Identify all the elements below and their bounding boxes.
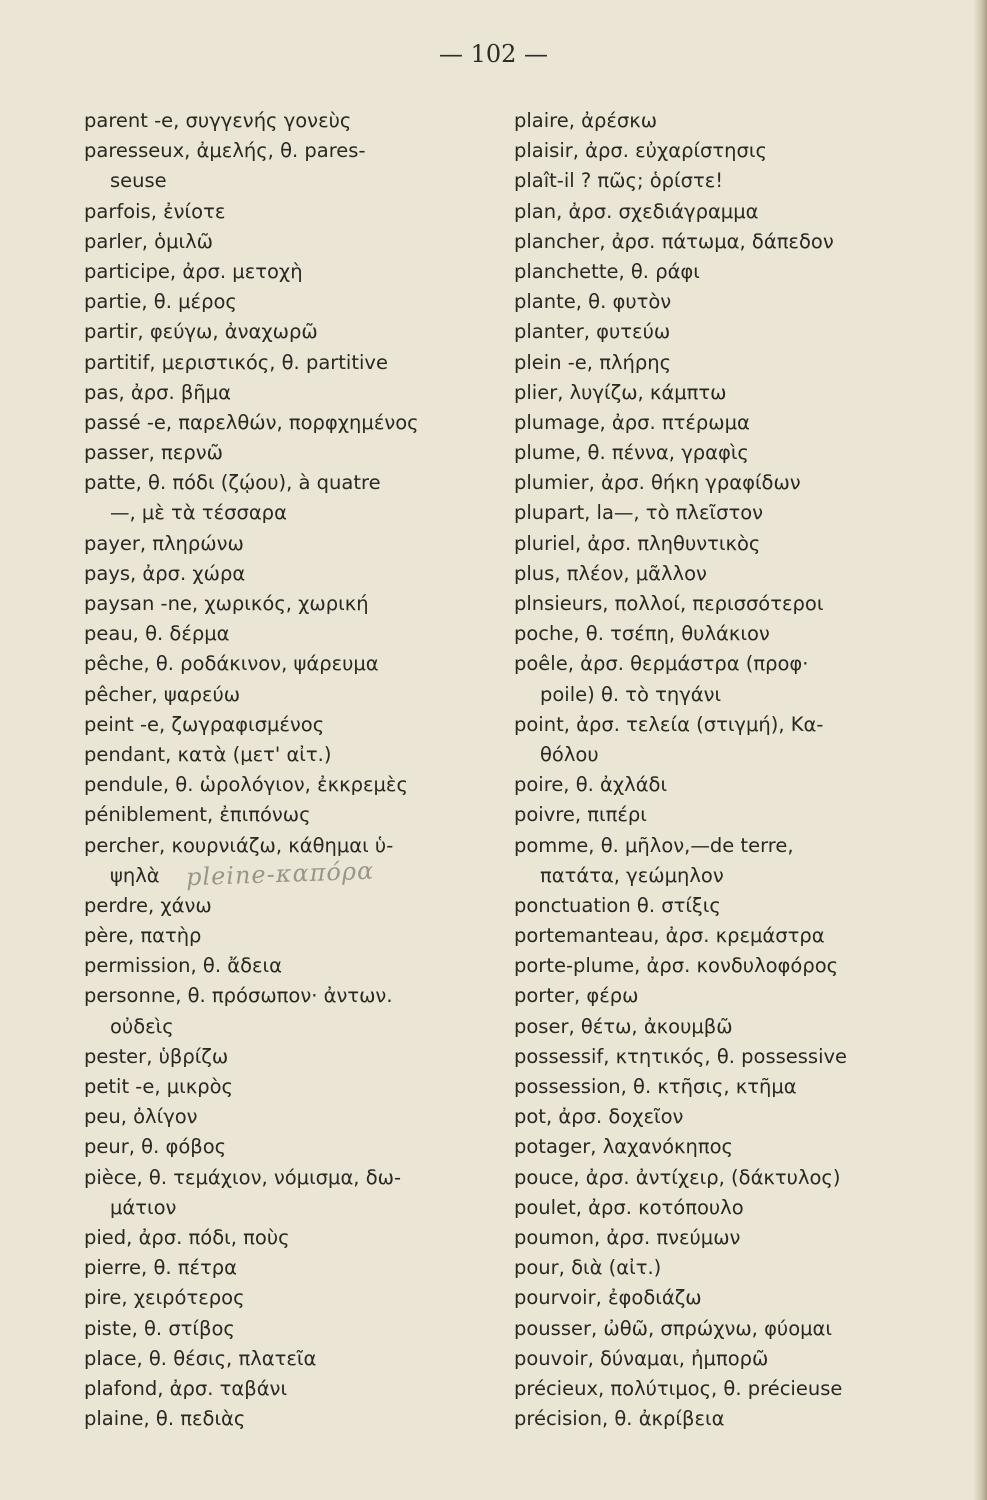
dictionary-entry-line: pas, ἀρσ. βῆμα — [84, 380, 231, 404]
dictionary-entry-line: piste, θ. στίβος — [84, 1316, 235, 1340]
dictionary-entry-line: pierre, θ. πέτρα — [84, 1256, 238, 1280]
dictionary-entry-line: potager, λαχανόκηπος — [514, 1135, 733, 1159]
dictionary-entry-line: poulet, ἀρσ. κοτόπουλο — [514, 1195, 744, 1219]
dictionary-entry-line: partir, φεύγω, ἀναχωρῶ — [84, 320, 318, 344]
page-edge-shadow — [973, 0, 987, 1500]
dictionary-entry-line: seuse — [110, 169, 167, 193]
dictionary-entry-line: paresseux, ἀμελής, θ. pares- — [84, 139, 366, 163]
dictionary-entry-line: pêcher, ψαρεύω — [84, 682, 241, 706]
dictionary-entry-line: ponctuation θ. στίξις — [514, 893, 721, 917]
dictionary-entry-line: poêle, ἀρσ. θερμάστρα (προφ· — [514, 652, 809, 676]
dictionary-entry-line: plan, ἀρσ. σχεδιάγραμμα — [514, 199, 759, 223]
dictionary-entry-line: poser, θέτω, ἀκουμβῶ — [514, 1014, 733, 1038]
dictionary-entry-line: patte, θ. πόδι (ζῴου), à quatre — [84, 471, 381, 495]
dictionary-entry-line: pomme, θ. μῆλον,—de terre, — [514, 833, 794, 857]
dictionary-entry-line: poivre, πιπέρι — [514, 803, 647, 827]
dictionary-entry-line: petit -e, μικρὸς — [84, 1075, 233, 1098]
dictionary-entry-line: plumier, ἀρσ. θήκη γραφίδων — [514, 471, 801, 495]
dictionary-entry-line: plupart, la—, τὸ πλεῖστον — [514, 501, 764, 525]
dictionary-entry-line: pousser, ὠθῶ, σπρώχνω, φύομαι — [514, 1316, 833, 1340]
dictionary-entry-line: possessif, κτητικός, θ. possessive — [514, 1044, 848, 1068]
dictionary-entry-line: père, πατὴρ — [84, 924, 202, 948]
dictionary-entry-line: peint -e, ζωγραφισμένος — [84, 712, 325, 736]
dictionary-entry-line: plancher, ἀρσ. πάτωμα, δάπεδον — [514, 229, 834, 253]
dictionary-entry-line: plus, πλέον, μᾶλλον — [514, 561, 707, 585]
dictionary-entry-line: passer, περνῶ — [84, 441, 223, 465]
dictionary-entry-line: planter, φυτεύω — [514, 320, 671, 344]
dictionary-entry-line: partitif, μεριστικός, θ. partitive — [84, 350, 388, 374]
dictionary-entry-line: plafond, ἀρσ. ταβάνι — [84, 1376, 288, 1400]
dictionary-entry-line: peau, θ. δέρμα — [84, 622, 230, 646]
dictionary-entry-line: pester, ὑβρίζω — [84, 1044, 229, 1068]
dictionary-entry-line: μάτιον — [110, 1195, 177, 1219]
dictionary-entry-line: pendule, θ. ὡρολόγιον, ἐκκρεμὲς — [84, 773, 408, 797]
dictionary-entry-line: peu, ὀλίγον — [84, 1105, 198, 1129]
dictionary-entry-line: plante, θ. φυτὸν — [514, 290, 672, 314]
dictionary-entry-line: payer, πληρώνω — [84, 531, 244, 555]
left-column — [84, 106, 474, 1434]
dictionary-entry-line: pouvoir, δύναμαι, ἠμπορῶ — [514, 1346, 769, 1370]
dictionary-entry-line: pot, ἀρσ. δοχεῖον — [514, 1105, 684, 1129]
dictionary-entry-line: θόλου — [540, 742, 599, 766]
dictionary-entry-line: parent -e, συγγενής γονεὺς — [84, 109, 352, 132]
dictionary-entry-line: péniblement, ἐπιπόνως — [84, 803, 311, 827]
dictionary-entry-line: permission, θ. ἄδεια — [84, 954, 282, 978]
dictionary-entry-line: pluriel, ἀρσ. πληθυντικὸς — [514, 531, 761, 555]
dictionary-entry-line: pourvoir, ἐφοδιάζω — [514, 1286, 702, 1310]
dictionary-entry-line: pire, χειρότερος — [84, 1286, 245, 1310]
dictionary-entry-line: porter, φέρω — [514, 984, 639, 1008]
dictionary-entry-line: pour, διὰ (αἰτ.) — [514, 1256, 662, 1280]
dictionary-entry-line: plumage, ἀρσ. πτέρωμα — [514, 410, 750, 434]
dictionary-entry-line: pièce, θ. τεμάχιον, νόμισμα, δω- — [84, 1165, 401, 1189]
dictionary-entry-line: οὐδεὶς — [110, 1014, 174, 1038]
dictionary-entry-line: plaît-il ? πῶς; ὁρίστε! — [514, 169, 724, 193]
dictionary-entry-line: partie, θ. μέρος — [84, 290, 237, 314]
dictionary-entry-line: pied, ἀρσ. πόδι, ποὺς — [84, 1225, 290, 1249]
dictionary-entry-line: pays, ἀρσ. χώρα — [84, 561, 246, 585]
dictionary-entry-line: percher, κουρνιάζω, κάθημαι ὑ- — [84, 833, 394, 857]
dictionary-entry-line: plaisir, ἀρσ. εὐχαρίστησις — [514, 139, 767, 163]
dictionary-entry-line: poile) θ. τὸ τηγάνι — [540, 682, 722, 706]
dictionary-entry-line: pêche, θ. ροδάκινον, ψάρευμα — [84, 652, 379, 676]
dictionary-entry-line: porte-plume, ἀρσ. κονδυλοφόρος — [514, 954, 839, 978]
dictionary-entry-line: parfois, ἐνίοτε — [84, 199, 226, 223]
dictionary-entry-line: point, ἀρσ. τελεία (στιγμή), Κα- — [514, 712, 824, 736]
dictionary-entry-line: plume, θ. πέννα, γραφὶς — [514, 441, 749, 465]
dictionary-entry-line: plaine, θ. πεδιὰς — [84, 1407, 246, 1431]
dictionary-entry-line: précision, θ. ἀκρίβεια — [514, 1407, 725, 1431]
handwritten-annotation: pleine-καπόρα — [185, 856, 375, 892]
dictionary-entry-line: plnsieurs, πολλοί, περισσότεροι — [514, 592, 824, 615]
dictionary-entry-line: planchette, θ. ράφι — [514, 259, 700, 283]
dictionary-entry-line: parler, ὁμιλῶ — [84, 229, 213, 253]
dictionary-entry-line: portemanteau, ἀρσ. κρεμάστρα — [514, 924, 825, 948]
dictionary-entry-line: plier, λυγίζω, κάμπτω — [514, 380, 727, 404]
dictionary-entry-line: peur, θ. φόβος — [84, 1135, 227, 1159]
dictionary-entry-line: passé -e, παρελθών, πορφχημένος — [84, 410, 419, 434]
right-column — [514, 106, 914, 1434]
dictionary-entry-line: précieux, πολύτιμος, θ. précieuse — [514, 1376, 843, 1400]
dictionary-entry-line: πατάτα, γεώμηλον — [540, 863, 724, 887]
dictionary-entry-line: poire, θ. ἀχλάδι — [514, 773, 668, 797]
dictionary-entry-line: paysan -ne, χωρικός, χωρική — [84, 592, 369, 615]
dictionary-entry-line: pouce, ἀρσ. ἀντίχειρ, (δάκτυλος) — [514, 1165, 841, 1189]
dictionary-entry-line: —, μὲ τὰ τέσσαρα — [110, 501, 287, 525]
dictionary-entry-line: perdre, χάνω — [84, 893, 212, 917]
dictionary-entry-line: poche, θ. τσέπη, θυλάκιον — [514, 622, 770, 646]
page-number: — 102 — — [438, 40, 549, 68]
dictionary-entry-line: participe, ἀρσ. μετοχὴ — [84, 259, 303, 283]
dictionary-entry-line: place, θ. θέσις, πλατεῖα — [84, 1346, 317, 1370]
dictionary-entry-line: personne, θ. πρόσωπον· ἀντων. — [84, 984, 393, 1008]
dictionary-entry-line: possession, θ. κτῆσις, κτῆμα — [514, 1075, 797, 1098]
dictionary-entry-line: plein -e, πλήρης — [514, 350, 672, 374]
dictionary-entry-line: plaire, ἀρέσκω — [514, 109, 658, 132]
dictionary-entry-line: pendant, κατὰ (μετ' αἰτ.) — [84, 742, 332, 766]
dictionary-entry-line: poumon, ἀρσ. πνεύμων — [514, 1225, 741, 1249]
dictionary-entry-line: ψηλὰ — [110, 863, 160, 887]
